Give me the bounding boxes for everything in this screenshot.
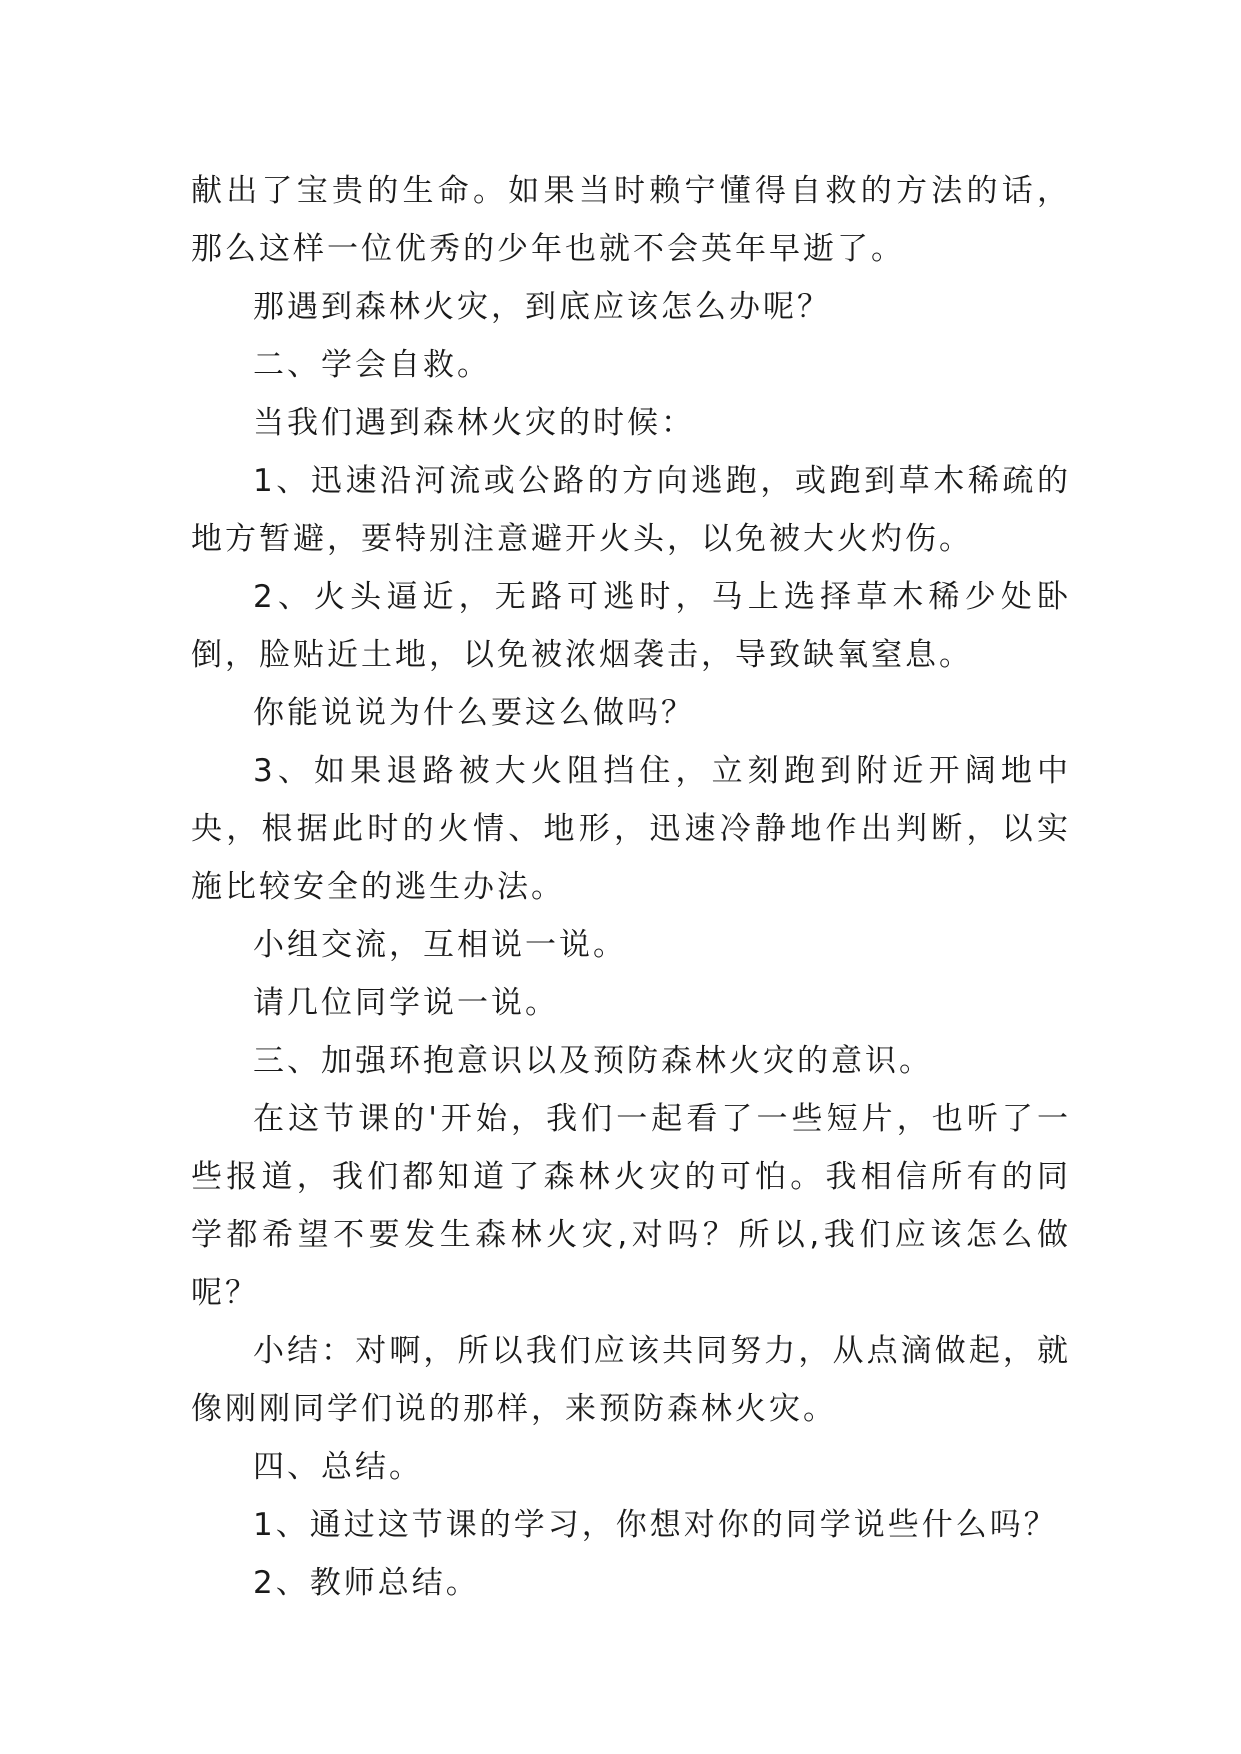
paragraph-summary: 小结：对啊，所以我们应该共同努力，从点滴做起，就像刚刚同学们说的那样，来预防森林火灾。: [191, 1333, 1071, 1427]
paragraph-7: 你能说说为什么要这么做吗？: [253, 695, 695, 731]
section-heading-conclusion: 四、总结。: [253, 1449, 423, 1485]
paragraph-1: 献出了宝贵的生命。如果当时赖宁懂得自救的方法的话，那么这样一位优秀的少年也就不会英年早逝了。: [191, 173, 1071, 267]
document-body: [191, 162, 1071, 1612]
paragraph-9: 小组交流，互相说一说。: [253, 927, 627, 963]
paragraph-4: 当我们遇到森林火灾的时候：: [253, 405, 695, 441]
paragraph-10: 请几位同学说一说。: [253, 985, 559, 1021]
list-item-1: 1、迅速沿河流或公路的方向逃跑，或跑到草木稀疏的地方暂避，要特别注意避开火头，以免被大火灼伤。: [191, 463, 1071, 557]
paragraph-2: 那遇到森林火灾，到底应该怎么办呢？: [253, 289, 831, 325]
section-heading-awareness: 三、加强环抱意识以及预防森林火灾的意识。: [253, 1043, 933, 1079]
list-item-conclusion-2: 2、教师总结。: [253, 1565, 480, 1601]
list-item-3: 3、如果退路被大火阻挡住，立刻跑到附近开阔地中央，根据此时的火情、地形，迅速冷静地作出判断，以实施比较安全的逃生办法。: [191, 753, 1071, 905]
paragraph-12: 在这节课的'开始，我们一起看了一些短片，也听了一些报道，我们都知道了森林火灾的可怕。我相信所有的同学都希望不要发生森林火灾,对吗？所以,我们应该怎么做呢？: [191, 1101, 1071, 1311]
list-item-2: 2、火头逼近，无路可逃时，马上选择草木稀少处卧倒，脸贴近土地，以免被浓烟袭击，导致缺氧窒息。: [191, 579, 1071, 673]
section-heading-self-rescue: 二、学会自救。: [253, 347, 491, 383]
list-item-conclusion-1: 1、通过这节课的学习，你想对你的同学说些什么吗？: [253, 1507, 1058, 1543]
